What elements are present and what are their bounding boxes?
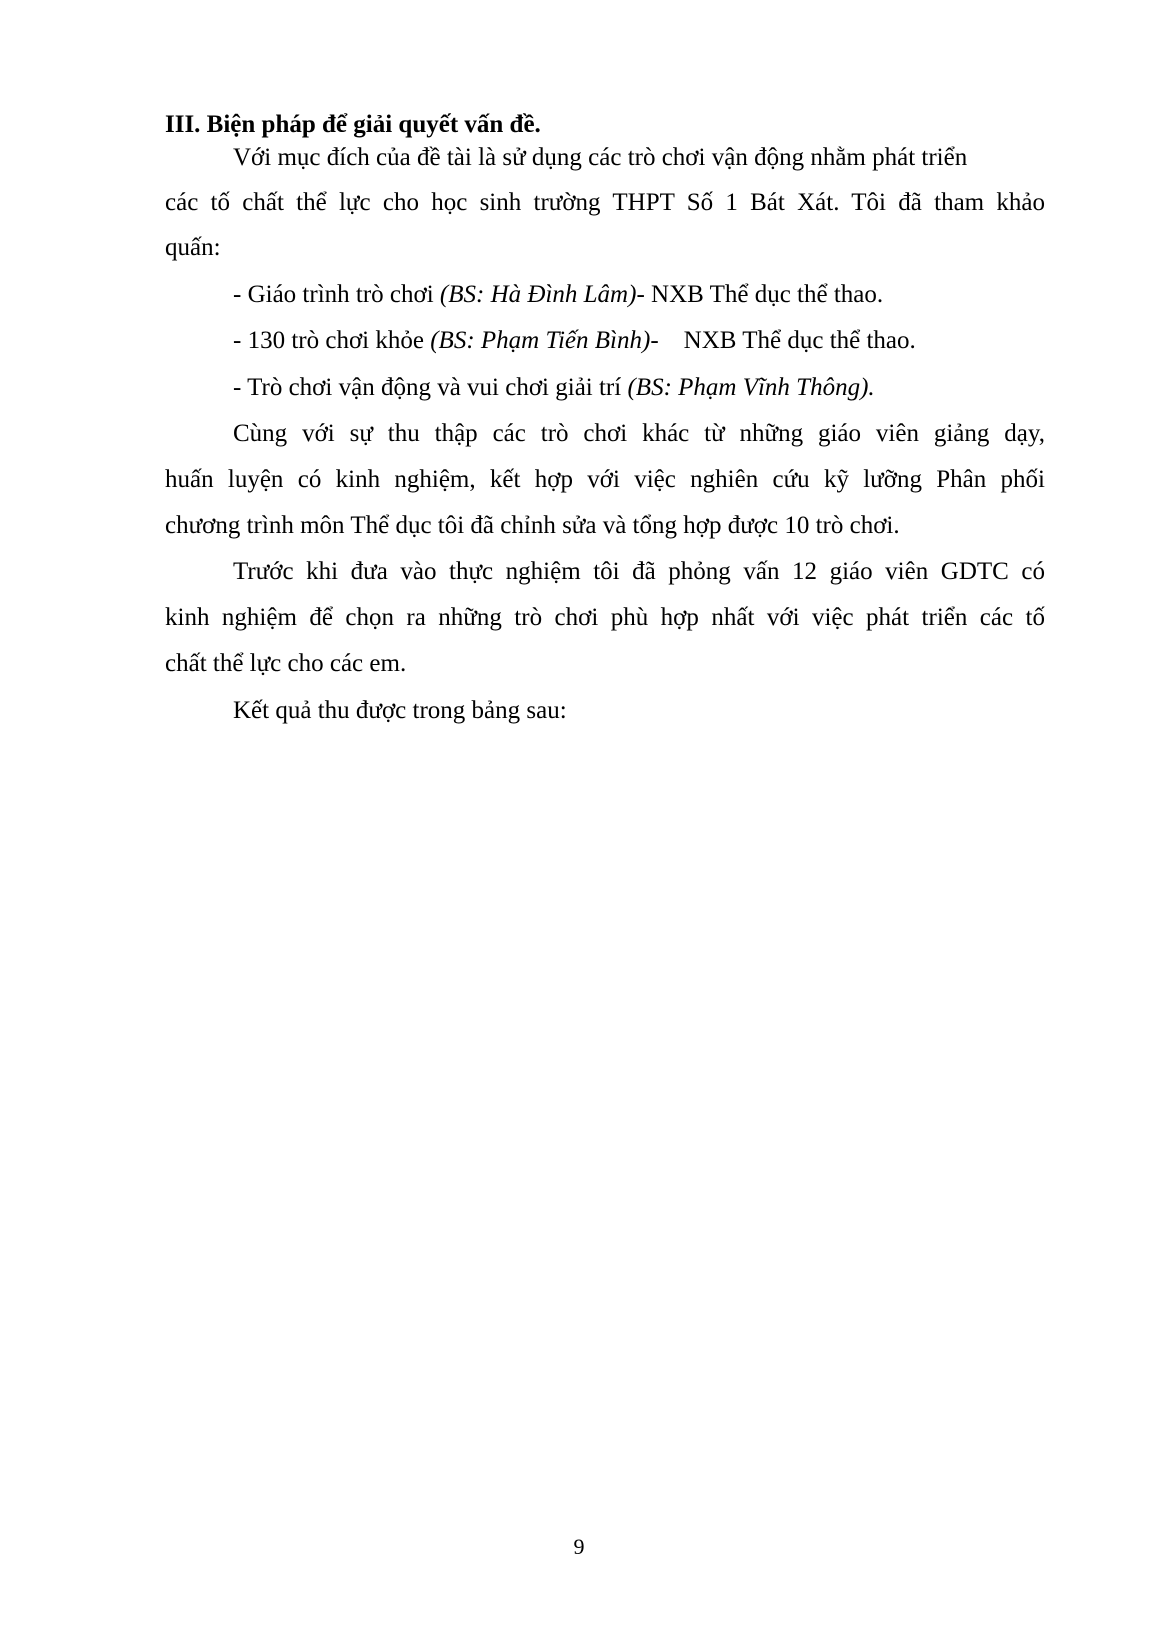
reference-item — [233, 280, 883, 310]
reference-author: (BS: Phạm Vĩnh Thông). — [627, 374, 875, 401]
paragraph-2-line-2: huấn luyện có kinh nghiệm, kết hợp với việc nghiên cứu kỹ lưỡng Phân phối — [165, 466, 1045, 493]
page-number: 9 — [573, 1534, 585, 1559]
paragraph-2-line-3: chương trình môn Thể dục tôi đã chỉnh sửa và tổng hợp được 10 trò chơi. — [165, 512, 900, 539]
reference-author: (BS: Hà Đình Lâm) — [439, 281, 637, 308]
paragraph-3-line-1: Trước khi đưa vào thực nghiệm tôi đã phỏng vấn 12 giáo viên GDTC có — [233, 558, 1045, 585]
reference-author: (BS: Phạm Tiến Bình) — [430, 327, 651, 354]
paragraph-4-line-1: Kết quả thu được trong bảng sau: — [233, 697, 567, 724]
reference-suffix: - NXB Thể dục thể thao. — [650, 327, 916, 354]
paragraph-3-line-2: kinh nghiệm để chọn ra những trò chơi phù hợp nhất với việc phát triển các tố — [165, 604, 1045, 631]
paragraph-2-line-1: Cùng với sự thu thập các trò chơi khác từ những giáo viên giảng dạy, — [233, 420, 1045, 447]
section-heading: III. Biện pháp để giải quyết vấn đề. — [165, 111, 541, 138]
paragraph-1-line-1: Với mục đích của đề tài là sử dụng các trò chơi vận động nhằm phát triển — [233, 144, 968, 171]
reference-prefix: - Trò chơi vận động và vui chơi giải trí — [233, 374, 628, 401]
paragraph-1-line-3: quấn: — [165, 234, 221, 261]
reference-prefix: - Giáo trình trò chơi — [233, 281, 440, 308]
reference-prefix: - 130 trò chơi khỏe — [233, 327, 431, 354]
reference-item — [233, 373, 875, 403]
paragraph-3-line-3: chất thể lực cho các em. — [165, 650, 407, 677]
paragraph-1-line-2: các tố chất thể lực cho học sinh trường THPT Số 1 Bát Xát. Tôi đã tham khảo — [165, 189, 1045, 216]
reference-item — [233, 326, 916, 356]
reference-suffix: - NXB Thể dục thể thao. — [636, 281, 884, 308]
